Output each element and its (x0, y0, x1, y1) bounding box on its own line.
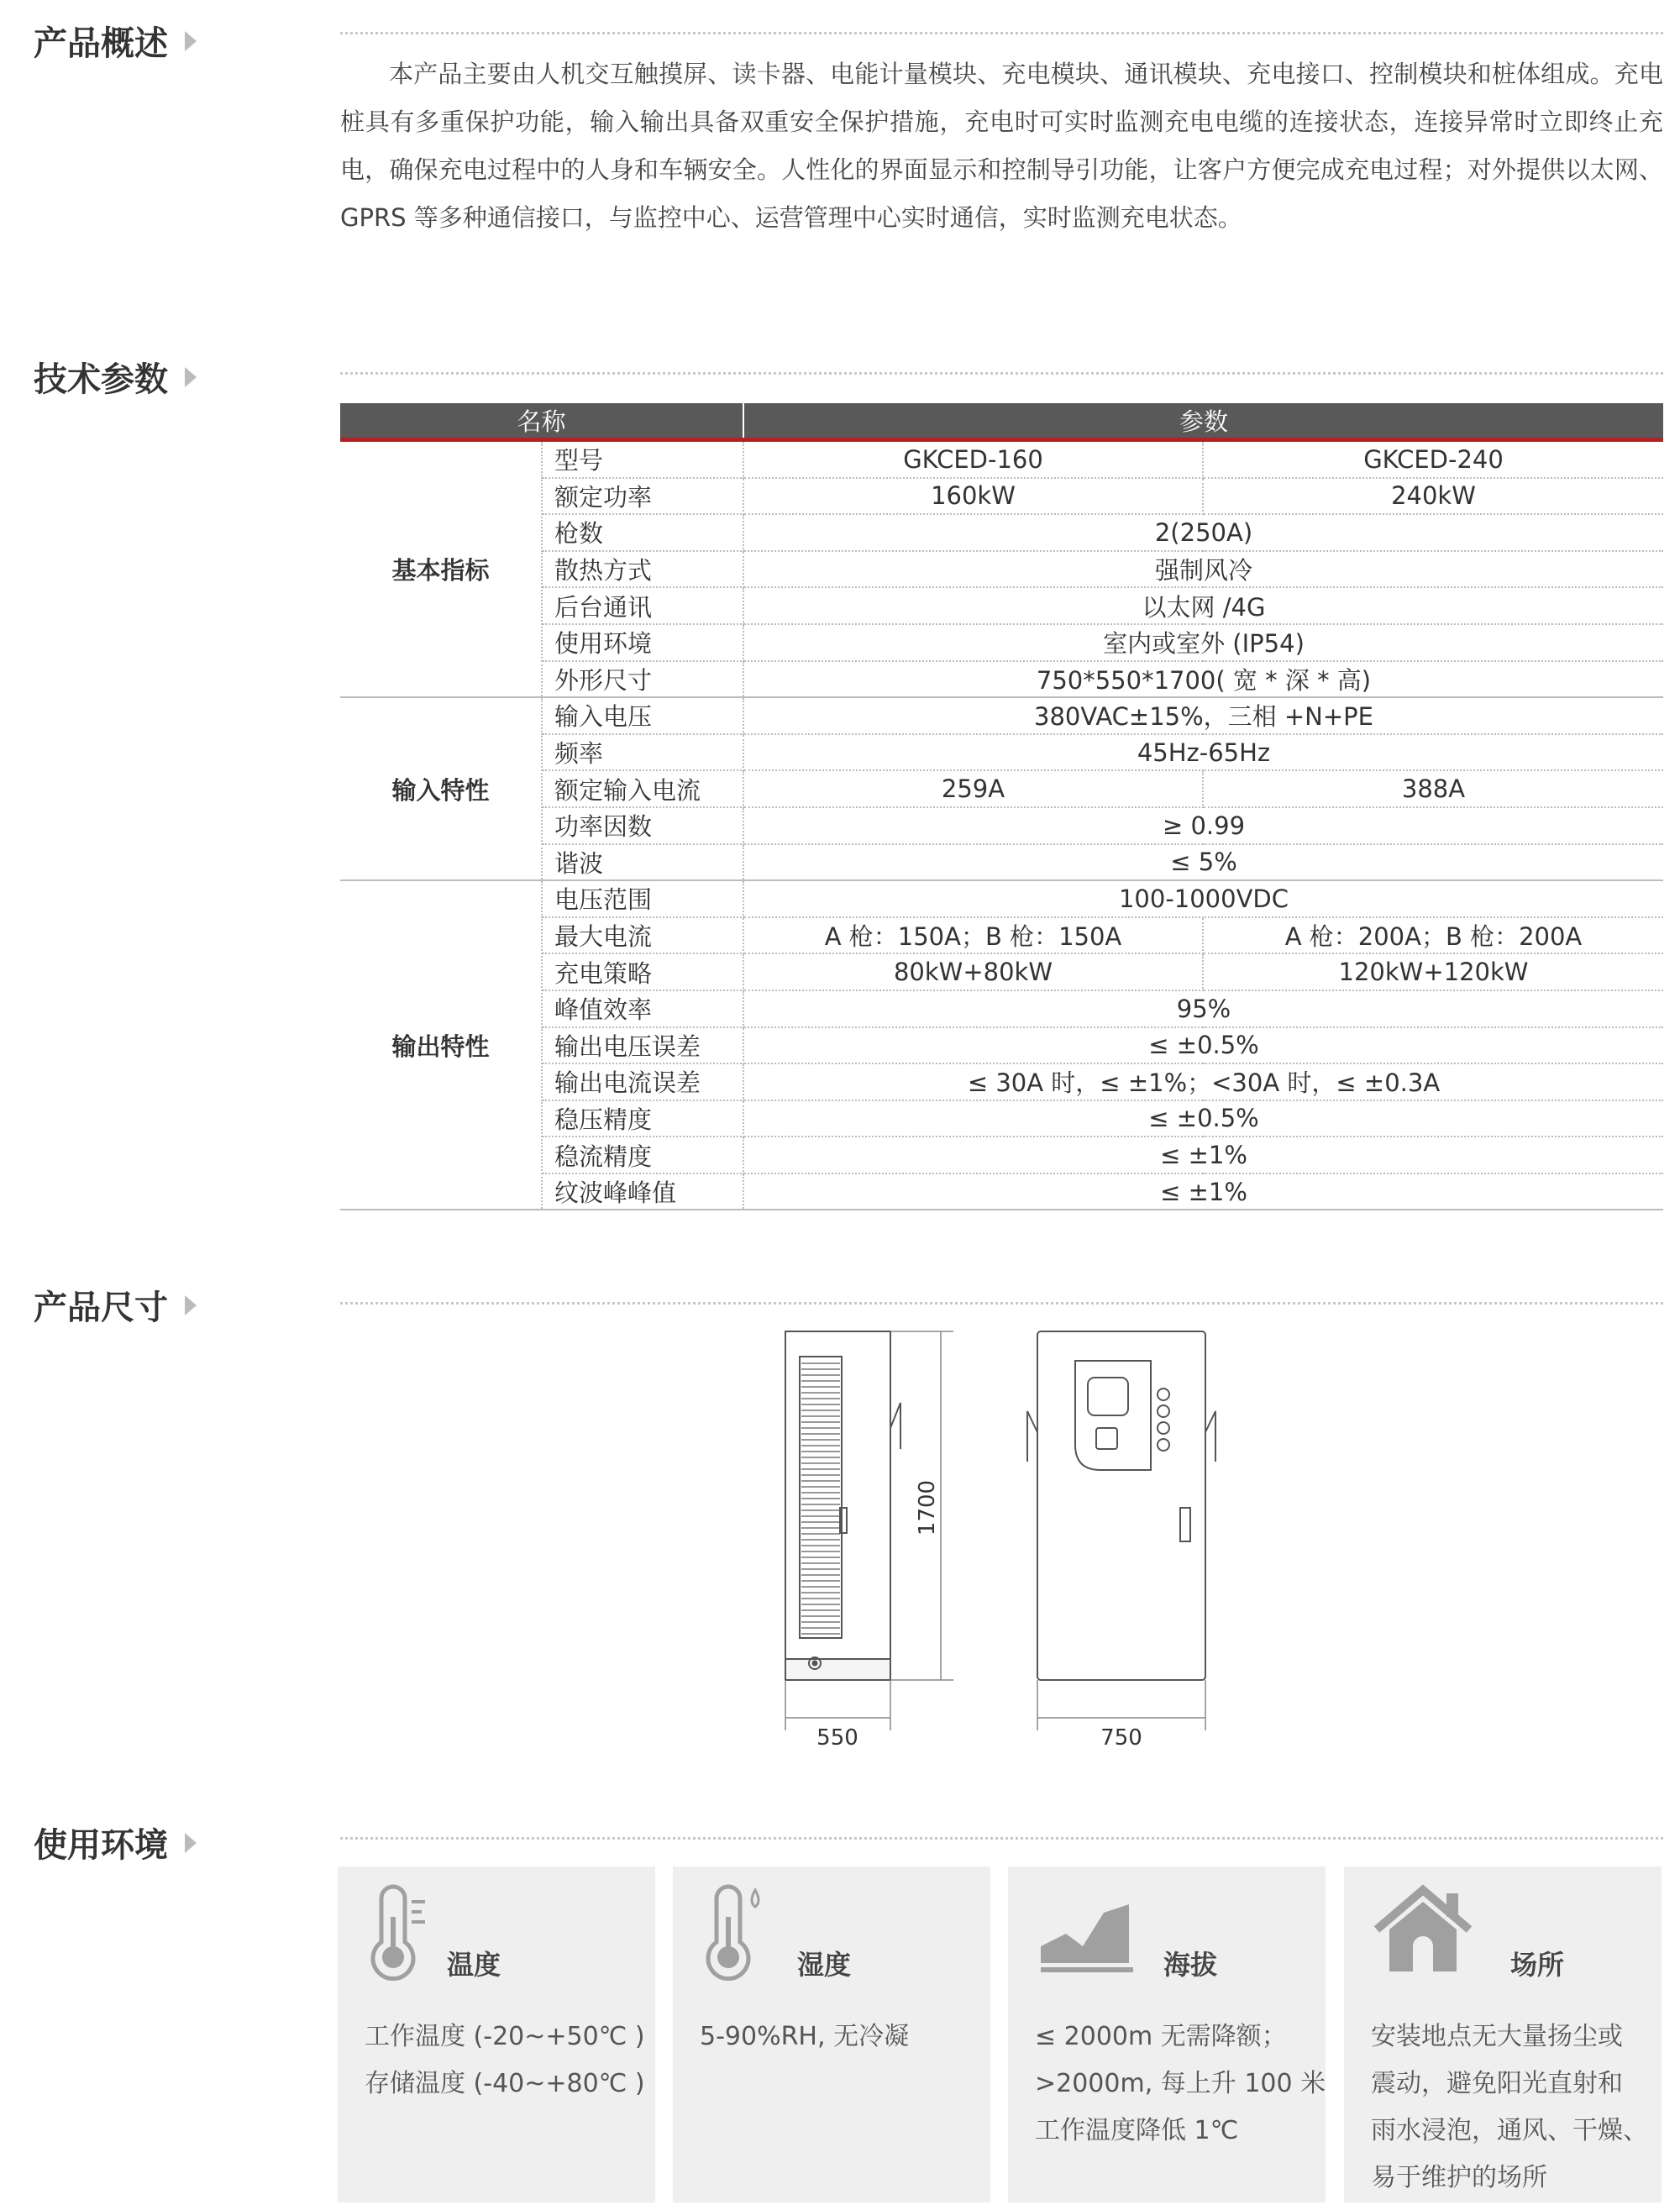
table-param-name: 稳压精度 (542, 1100, 743, 1137)
table-param-name: 外形尺寸 (542, 661, 743, 698)
product-dimension-drawing (756, 1323, 1226, 1760)
table-param-value: 2(250A) (743, 514, 1663, 551)
table-param-name: 最大电流 (542, 917, 743, 954)
table-group-label: 基本指标 (340, 440, 542, 698)
table-param-value-160: 160kW (743, 478, 1203, 515)
table-param-name: 额定输入电流 (542, 770, 743, 807)
table-param-value: 45Hz-65Hz (743, 734, 1663, 771)
section-title-spec: 技术参数 (34, 353, 197, 401)
env-card-title: 温度 (447, 1949, 501, 1981)
divider (340, 32, 1663, 34)
table-param-value-160: 80kW+80kW (743, 953, 1203, 990)
table-param-value: 380VAC±15%，三相 +N+PE (743, 697, 1663, 734)
table-group-label: 输出特性 (340, 880, 542, 1210)
table-header-row (340, 403, 1663, 440)
table-param-value-160: GKCED-160 (743, 440, 1203, 478)
env-card-title: 场所 (1510, 1949, 1565, 1981)
env-card-altitude (1008, 1866, 1326, 2202)
table-param-name: 散热方式 (542, 551, 743, 588)
table-param-name: 额定功率 (542, 478, 743, 515)
env-card-location (1344, 1866, 1662, 2202)
chevron-right-icon (185, 367, 197, 387)
table-header-name: 名称 (340, 403, 743, 440)
env-card-humidity (673, 1866, 990, 2202)
table-param-name: 频率 (542, 734, 743, 771)
table-param-name: 谐波 (542, 844, 743, 881)
env-card-temperature (338, 1866, 655, 2202)
env-card-text: 工作温度 (-20~+50℃ ) 存储温度 (-40~+80℃ ) (365, 2022, 645, 2098)
divider (340, 1837, 1663, 1840)
table-param-value: ≤ ±0.5% (743, 1100, 1663, 1137)
table-param-name: 纹波峰峰值 (542, 1173, 743, 1210)
altitude-icon (1037, 1883, 1137, 1976)
front-view-card-reader (1096, 1428, 1117, 1449)
table-row (340, 440, 1663, 478)
chevron-right-icon (185, 1833, 197, 1853)
section-title-environment: 使用环境 (34, 1819, 197, 1866)
section-title-overview: 产品概述 (34, 17, 197, 65)
table-row (340, 880, 1663, 917)
section-title-size: 产品尺寸 (34, 1281, 197, 1329)
table-header-param: 参数 (743, 403, 1663, 440)
table-param-name: 电压范围 (542, 880, 743, 917)
front-view-handle (1180, 1508, 1190, 1541)
table-param-value: 强制风冷 (743, 551, 1663, 588)
table-param-value: 室内或室外 (IP54) (743, 624, 1663, 661)
table-param-name: 功率因数 (542, 807, 743, 844)
table-param-value: 750*550*1700( 宽 * 深 * 高) (743, 661, 1663, 698)
table-param-value: ≤ ±1% (743, 1137, 1663, 1173)
spec-table (340, 403, 1663, 1210)
table-param-name: 型号 (542, 440, 743, 478)
table-param-value: 以太网 /4G (743, 587, 1663, 624)
thermometer-icon (366, 1883, 442, 1984)
dimension-height-label: 1700 (915, 1479, 940, 1536)
env-card-title: 湿度 (797, 1949, 852, 1981)
table-param-name: 峰值效率 (542, 990, 743, 1027)
chevron-right-icon (185, 1295, 197, 1315)
table-param-value-240: 388A (1203, 770, 1663, 807)
table-param-name: 输出电压误差 (542, 1027, 743, 1064)
table-param-value: ≤ 30A 时，≤ ±1%；<30A 时，≤ ±0.3A (743, 1063, 1663, 1100)
front-view-body (1037, 1331, 1205, 1680)
table-param-name: 使用环境 (542, 624, 743, 661)
table-param-value: ≥ 0.99 (743, 807, 1663, 844)
front-view-screen (1088, 1378, 1128, 1415)
table-param-value: ≤ ±0.5% (743, 1027, 1663, 1064)
table-param-value: 95% (743, 990, 1663, 1027)
table-param-name: 输入电压 (542, 697, 743, 734)
dimension-depth-label: 550 (816, 1725, 858, 1751)
table-param-value: 100-1000VDC (743, 880, 1663, 917)
table-param-value: ≤ ±1% (743, 1173, 1663, 1210)
table-param-value-240: 120kW+120kW (1203, 953, 1663, 990)
table-param-value-160: 259A (743, 770, 1203, 807)
env-card-title: 海拔 (1163, 1949, 1218, 1981)
table-param-name: 输出电流误差 (542, 1063, 743, 1100)
table-param-value-240: A 枪：200A；B 枪：200A (1203, 917, 1663, 954)
table-param-name: 充电策略 (542, 953, 743, 990)
env-card-text: 安装地点无大量扬尘或 震动，避免阳光直射和 雨水浸泡，通风、干燥、 易于维护的场所 (1371, 2022, 1648, 2192)
table-param-name: 后台通讯 (542, 587, 743, 624)
dimension-width-label: 750 (1100, 1725, 1142, 1751)
table-group-label: 输入特性 (340, 697, 542, 880)
table-param-name: 枪数 (542, 514, 743, 551)
chevron-right-icon (185, 31, 197, 51)
table-param-name: 稳流精度 (542, 1137, 743, 1173)
divider (340, 1302, 1663, 1305)
table-param-value: ≤ 5% (743, 844, 1663, 881)
table-row (340, 697, 1663, 734)
env-card-text: 5-90%RH, 无冷凝 (700, 2022, 910, 2051)
env-card-text: ≤ 2000m 无需降额； >2000m, 每上升 100 米 工作温度降低 1℃ (1035, 2022, 1326, 2145)
divider (340, 372, 1663, 375)
overview-text: 本产品主要由人机交互触摸屏、读卡器、电能计量模块、充电模块、通讯模块、充电接口、控制模块和桩体组成。充电桩具有多重保护功能，输入输出具备双重安全保护措施，充电时可实时监测充电电缆的连接状态，连接异常时立即终止充电，确保充电过程中的人身和车辆安全。人性化的界面显示和控制导引功能，让客户方便完成充电过程；对外提供以太网、GPRS 等多种通信接口，与监控中心、运营管理中心实时通信，实时监测充电状态。 (340, 60, 1663, 232)
table-param-value-160: A 枪：150A；B 枪：150A (743, 917, 1203, 954)
table-param-value-240: GKCED-240 (1203, 440, 1663, 478)
overview-paragraph (340, 50, 1663, 242)
table-param-value-240: 240kW (1203, 478, 1663, 515)
house-icon (1373, 1883, 1473, 1976)
humidity-icon (701, 1883, 777, 1984)
